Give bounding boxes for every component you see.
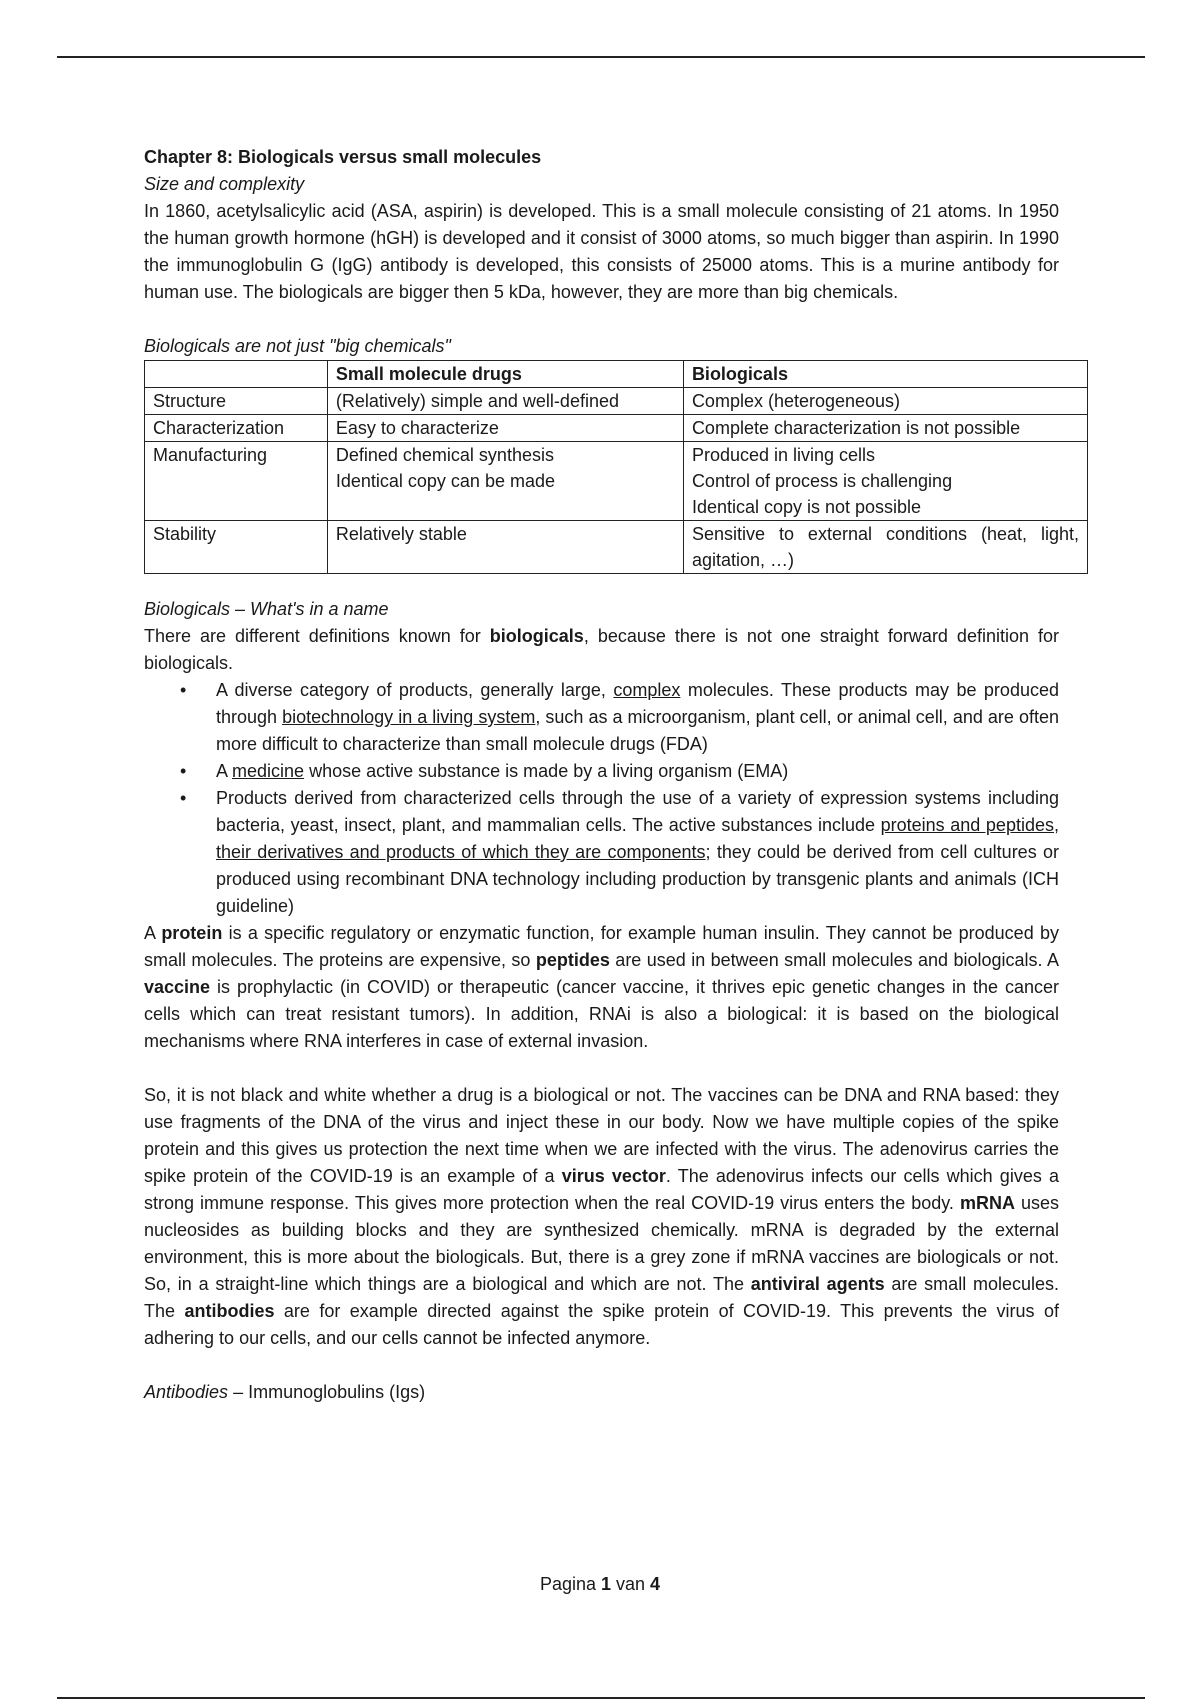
section-heading-name: Biologicals – What's in a name (144, 599, 389, 619)
section-heading-size: Size and complexity (144, 174, 305, 194)
table-header-bio: Biologicals (683, 361, 1087, 388)
page-content (144, 144, 1079, 1406)
row-label: Characterization (145, 415, 328, 442)
bio-cell: Complete characterization is not possible (683, 415, 1087, 442)
comparison-table (144, 360, 1088, 574)
row-label: Stability (145, 521, 328, 574)
protein-paragraph: A protein is a specific regulatory or enzymatic function, for example human insulin. They cannot be produced by small molecules. The proteins are expensive, so peptides are used in between small molecules and biologicals. A vaccine is prophylactic (in COVID) or therapeutic (cancer vaccine, it thrives epic genetic changes in the cancer cells which can treat resistant tumors). In addition, RNAi is also a biological: it is based on the biological mechanisms where RNA interferes in case of external invasion. (144, 923, 1060, 1051)
definitions-list (144, 677, 1059, 920)
table-header-empty (145, 361, 328, 388)
small-cell: Relatively stable (327, 521, 683, 574)
small-cell: (Relatively) simple and well-defined (327, 388, 683, 415)
vaccines-paragraph: So, it is not black and white whether a drug is a biological or not. The vaccines can be DNA and RNA based: they use fragments of the DNA of the virus and inject these in our body. Now we have multiple copies of the spike protein and this gives us protection the next time when we are infected with the virus. The adenovirus carries the spike protein of the COVID-19 is an example of a virus vector. The adenovirus infects our cells which gives a strong immune response. This gives more protection when the real COVID-19 virus enters the body. mRNA uses nucleosides as building blocks and they are synthesized chemically. mRNA is degraded by the external environment, this is more about the biologicals. But, there is a grey zone if mRNA vaccines are biologicals or not. So, in a straight-line which things are a biological and which are not. The antiviral agents are small molecules. The antibodies are for example directed against the spike protein of COVID-19. This prevents the virus of adhering to our cells, and our cells cannot be infected anymore. (144, 1085, 1059, 1348)
page-number: 1 (601, 1574, 612, 1594)
row-label: Manufacturing (145, 442, 328, 521)
bio-cell: Produced in living cells Control of process is challenging Identical copy is not possible (683, 442, 1087, 521)
page-footer: Pagina 1 van 4 (539, 1574, 661, 1594)
table-row (145, 521, 1088, 574)
size-paragraph: In 1860, acetylsalicylic acid (ASA, aspirin) is developed. This is a small molecule consisting of 21 atoms. In 1950 the human growth hormone (hGH) is developed and it consist of 3000 atoms, so much bigger than aspirin. In 1990 the immunoglobulin G (IgG) antibody is developed, this consists of 25000 atoms. This is a murine antibody for human use. The biologicals are bigger then 5 kDa, however, they are more than big chemicals. (144, 201, 1059, 302)
small-cell: Defined chemical synthesis Identical copy can be made (327, 442, 683, 521)
section-heading-antibodies: Antibodies – Immunoglobulins (Igs) (144, 1382, 426, 1402)
list-item: • A medicine whose active substance is made by a living organism (EMA) (216, 758, 1059, 785)
table-row (145, 388, 1088, 415)
bio-cell: Complex (heterogeneous) (683, 388, 1087, 415)
definitions-intro: There are different definitions known for biologicals, because there is not one straight forward definition for biologicals. (144, 626, 1059, 673)
row-label: Structure (145, 388, 328, 415)
page-total: 4 (650, 1574, 661, 1594)
table-row (145, 415, 1088, 442)
section-heading-big-chemicals: Biologicals are not just "big chemicals" (144, 336, 451, 356)
header-rule (57, 56, 1145, 58)
table-header-small: Small molecule drugs (327, 361, 683, 388)
small-cell: Easy to characterize (327, 415, 683, 442)
footer-rule (57, 1697, 1145, 1699)
table-header-row (145, 361, 1088, 388)
list-item: • A diverse category of products, generally large, complex molecules. These products may be produced through biotechnology in a living system, such as a microorganism, plant cell, or animal cell, and are often more difficult to characterize than small molecule drugs (FDA) (216, 677, 1059, 758)
chapter-title: Chapter 8: Biologicals versus small molecules (144, 147, 542, 167)
bio-cell: Sensitive to external conditions (heat, light, agitation, …) (683, 521, 1087, 574)
list-item: • Products derived from characterized cells through the use of a variety of expression systems including bacteria, yeast, insect, plant, and mammalian cells. The active substances include proteins and peptides, their derivatives and products of which they are components; they could be derived from cell cultures or produced using recombinant DNA technology including production by transgenic plants and animals (ICH guideline) (216, 785, 1059, 920)
table-row (145, 442, 1088, 521)
